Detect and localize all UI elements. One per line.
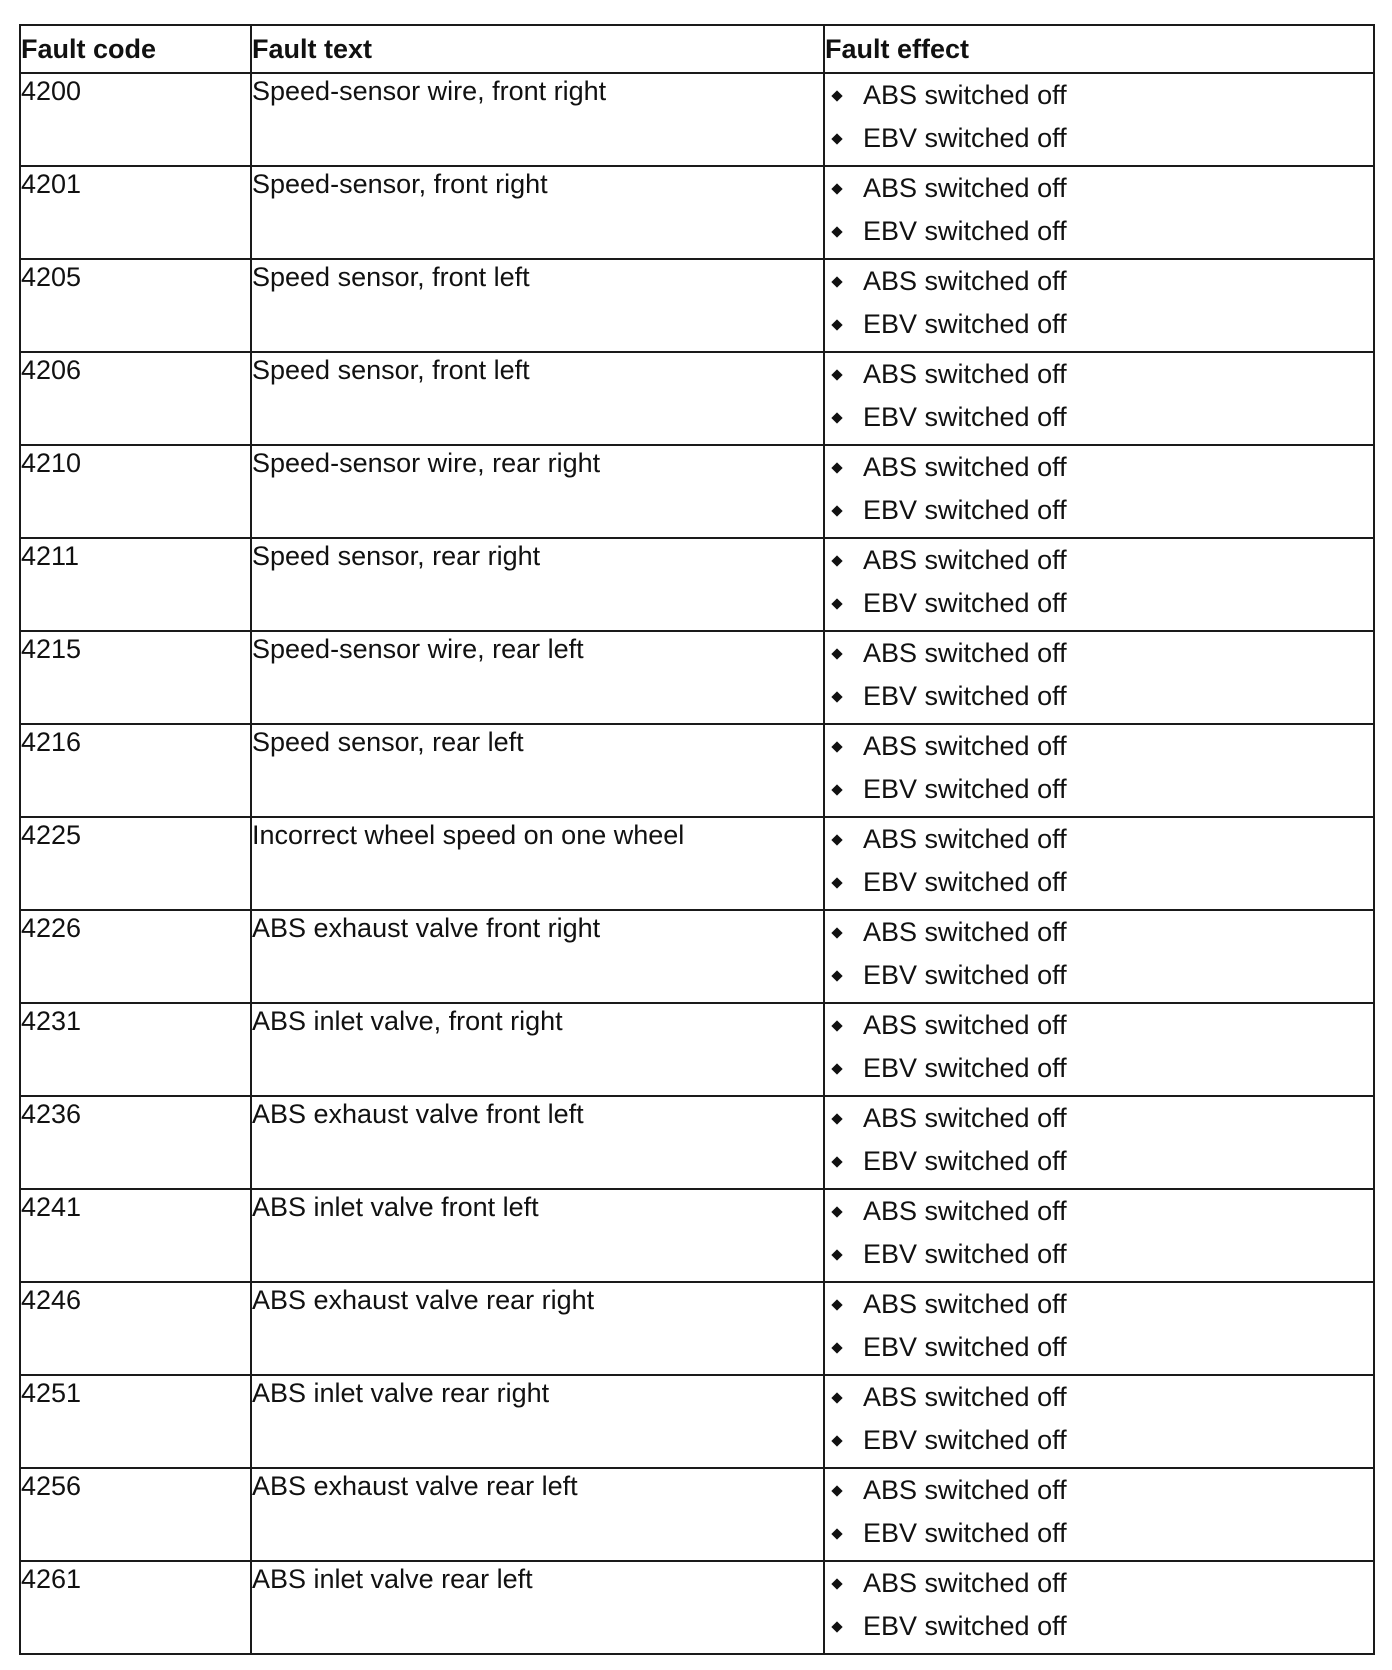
fault-code-cell: 4251 [20, 1375, 251, 1468]
diamond-bullet-icon [831, 598, 842, 609]
table-row [20, 1375, 1374, 1468]
header-fault-code: Fault code [20, 25, 251, 73]
fault-text-cell: ABS exhaust valve front right [251, 910, 824, 1003]
diamond-bullet-icon [831, 90, 842, 101]
fault-effect-list [825, 1376, 1373, 1462]
fault-effect-item [825, 353, 1373, 396]
fault-effect-label: EBV switched off [863, 1239, 1067, 1269]
fault-code-cell: 4261 [20, 1561, 251, 1654]
fault-effect-item [825, 210, 1373, 253]
fault-effect-label: ABS switched off [863, 1289, 1067, 1319]
fault-effect-list [825, 818, 1373, 904]
table-row [20, 724, 1374, 817]
fault-effect-list [825, 1097, 1373, 1183]
fault-text-cell: ABS inlet valve rear left [251, 1561, 824, 1654]
fault-text-cell: Speed-sensor, front right [251, 166, 824, 259]
fault-effect-label: ABS switched off [863, 1010, 1067, 1040]
diamond-bullet-icon [831, 505, 842, 516]
fault-effect-cell [824, 724, 1374, 817]
fault-effect-item [825, 539, 1373, 582]
fault-text-cell: ABS inlet valve front left [251, 1189, 824, 1282]
table-row [20, 259, 1374, 352]
fault-text-cell: Speed sensor, rear left [251, 724, 824, 817]
fault-effect-list [825, 632, 1373, 718]
fault-code-cell: 4225 [20, 817, 251, 910]
fault-text-cell: Speed sensor, front left [251, 259, 824, 352]
fault-effect-cell [824, 259, 1374, 352]
table-body [20, 73, 1374, 1654]
fault-effect-label: EBV switched off [863, 495, 1067, 525]
fault-effect-label: EBV switched off [863, 123, 1067, 153]
table-row [20, 910, 1374, 1003]
fault-effect-cell [824, 1561, 1374, 1654]
fault-effect-label: ABS switched off [863, 638, 1067, 668]
table-row [20, 1003, 1374, 1096]
fault-effect-label: ABS switched off [863, 1103, 1067, 1133]
fault-effect-cell [824, 1003, 1374, 1096]
fault-effect-label: EBV switched off [863, 588, 1067, 618]
fault-effect-list [825, 911, 1373, 997]
fault-effect-item [825, 489, 1373, 532]
fault-effect-label: ABS switched off [863, 80, 1067, 110]
fault-effect-cell [824, 166, 1374, 259]
fault-effect-item [825, 861, 1373, 904]
fault-effect-list [825, 74, 1373, 160]
diamond-bullet-icon [831, 1578, 842, 1589]
diamond-bullet-icon [831, 1528, 842, 1539]
header-fault-text: Fault text [251, 25, 824, 73]
diamond-bullet-icon [831, 741, 842, 752]
fault-effect-list [825, 1562, 1373, 1648]
fault-effect-item [825, 1376, 1373, 1419]
fault-effect-label: ABS switched off [863, 173, 1067, 203]
fault-effect-list [825, 1004, 1373, 1090]
fault-effect-cell [824, 1468, 1374, 1561]
fault-effect-label: EBV switched off [863, 216, 1067, 246]
diamond-bullet-icon [831, 555, 842, 566]
fault-effect-list [825, 446, 1373, 532]
fault-code-cell: 4256 [20, 1468, 251, 1561]
fault-effect-cell [824, 910, 1374, 1003]
fault-effect-item [825, 1004, 1373, 1047]
diamond-bullet-icon [831, 1435, 842, 1446]
fault-effect-item [825, 911, 1373, 954]
fault-effect-cell [824, 73, 1374, 166]
fault-effect-list [825, 260, 1373, 346]
fault-effect-item [825, 1562, 1373, 1605]
diamond-bullet-icon [831, 369, 842, 380]
fault-code-cell: 4210 [20, 445, 251, 538]
fault-table [19, 24, 1375, 1655]
fault-effect-cell [824, 1375, 1374, 1468]
fault-effect-label: ABS switched off [863, 266, 1067, 296]
diamond-bullet-icon [831, 1342, 842, 1353]
fault-text-cell: ABS exhaust valve rear left [251, 1468, 824, 1561]
fault-text-cell: ABS exhaust valve rear right [251, 1282, 824, 1375]
fault-effect-item [825, 396, 1373, 439]
diamond-bullet-icon [831, 226, 842, 237]
fault-code-cell: 4236 [20, 1096, 251, 1189]
fault-effect-label: ABS switched off [863, 1382, 1067, 1412]
fault-text-cell: ABS inlet valve, front right [251, 1003, 824, 1096]
fault-effect-label: EBV switched off [863, 1332, 1067, 1362]
diamond-bullet-icon [831, 1392, 842, 1403]
diamond-bullet-icon [831, 648, 842, 659]
fault-effect-label: EBV switched off [863, 1053, 1067, 1083]
fault-effect-cell [824, 1189, 1374, 1282]
fault-effect-item [825, 768, 1373, 811]
table-row [20, 73, 1374, 166]
fault-effect-cell [824, 1096, 1374, 1189]
fault-effect-label: ABS switched off [863, 731, 1067, 761]
fault-effect-label: ABS switched off [863, 359, 1067, 389]
fault-effect-cell [824, 631, 1374, 724]
diamond-bullet-icon [831, 877, 842, 888]
fault-text-cell: Speed sensor, front left [251, 352, 824, 445]
diamond-bullet-icon [831, 970, 842, 981]
diamond-bullet-icon [831, 927, 842, 938]
fault-effect-label: EBV switched off [863, 309, 1067, 339]
fault-effect-label: ABS switched off [863, 1196, 1067, 1226]
fault-effect-cell [824, 538, 1374, 631]
fault-effect-item [825, 1605, 1373, 1648]
fault-text-cell: Speed sensor, rear right [251, 538, 824, 631]
fault-text-cell: Speed-sensor wire, rear right [251, 445, 824, 538]
fault-effect-item [825, 74, 1373, 117]
fault-effect-label: EBV switched off [863, 1611, 1067, 1641]
fault-effect-item [825, 725, 1373, 768]
fault-effect-item [825, 954, 1373, 997]
table-row [20, 817, 1374, 910]
fault-code-cell: 4246 [20, 1282, 251, 1375]
fault-effect-label: ABS switched off [863, 824, 1067, 854]
fault-effect-item [825, 1512, 1373, 1555]
fault-effect-label: ABS switched off [863, 1568, 1067, 1598]
fault-code-cell: 4231 [20, 1003, 251, 1096]
table-row [20, 166, 1374, 259]
fault-text-cell: Incorrect wheel speed on one wheel [251, 817, 824, 910]
fault-effect-item [825, 582, 1373, 625]
fault-effect-item [825, 1233, 1373, 1276]
table-row [20, 1189, 1374, 1282]
header-fault-effect: Fault effect [824, 25, 1374, 73]
diamond-bullet-icon [831, 834, 842, 845]
fault-code-cell: 4226 [20, 910, 251, 1003]
fault-effect-list [825, 539, 1373, 625]
fault-text-cell: Speed-sensor wire, rear left [251, 631, 824, 724]
fault-effect-list [825, 353, 1373, 439]
fault-effect-label: EBV switched off [863, 1425, 1067, 1455]
fault-effect-label: ABS switched off [863, 917, 1067, 947]
diamond-bullet-icon [831, 691, 842, 702]
fault-effect-list [825, 1283, 1373, 1369]
fault-code-cell: 4201 [20, 166, 251, 259]
fault-effect-label: ABS switched off [863, 1475, 1067, 1505]
diamond-bullet-icon [831, 1299, 842, 1310]
fault-effect-label: EBV switched off [863, 402, 1067, 432]
diamond-bullet-icon [831, 276, 842, 287]
fault-effect-list [825, 725, 1373, 811]
fault-effect-label: ABS switched off [863, 452, 1067, 482]
table-row [20, 445, 1374, 538]
table-row [20, 538, 1374, 631]
table-row [20, 1468, 1374, 1561]
fault-code-cell: 4211 [20, 538, 251, 631]
fault-text-cell: Speed-sensor wire, front right [251, 73, 824, 166]
fault-code-cell: 4206 [20, 352, 251, 445]
fault-effect-item [825, 303, 1373, 346]
fault-effect-item [825, 117, 1373, 160]
diamond-bullet-icon [831, 133, 842, 144]
fault-effect-cell [824, 445, 1374, 538]
fault-effect-list [825, 1469, 1373, 1555]
fault-effect-item [825, 1419, 1373, 1462]
fault-effect-item [825, 818, 1373, 861]
fault-effect-list [825, 1190, 1373, 1276]
table-row [20, 1096, 1374, 1189]
fault-code-cell: 4205 [20, 259, 251, 352]
diamond-bullet-icon [831, 1063, 842, 1074]
diamond-bullet-icon [831, 1485, 842, 1496]
fault-effect-item [825, 446, 1373, 489]
fault-effect-item [825, 1469, 1373, 1512]
fault-effect-cell [824, 817, 1374, 910]
table-row [20, 631, 1374, 724]
fault-effect-list [825, 167, 1373, 253]
fault-effect-label: EBV switched off [863, 1146, 1067, 1176]
fault-code-cell: 4200 [20, 73, 251, 166]
fault-effect-item [825, 632, 1373, 675]
diamond-bullet-icon [831, 412, 842, 423]
fault-effect-item [825, 1047, 1373, 1090]
diamond-bullet-icon [831, 1621, 842, 1632]
fault-effect-item [825, 260, 1373, 303]
fault-effect-label: EBV switched off [863, 774, 1067, 804]
diamond-bullet-icon [831, 1156, 842, 1167]
fault-code-cell: 4216 [20, 724, 251, 817]
fault-effect-label: EBV switched off [863, 867, 1067, 897]
fault-effect-label: ABS switched off [863, 545, 1067, 575]
table-row [20, 1282, 1374, 1375]
fault-effect-item [825, 675, 1373, 718]
diamond-bullet-icon [831, 1249, 842, 1260]
table-header-row [20, 25, 1374, 73]
fault-effect-cell [824, 1282, 1374, 1375]
fault-effect-label: EBV switched off [863, 1518, 1067, 1548]
fault-effect-cell [824, 352, 1374, 445]
fault-effect-item [825, 1190, 1373, 1233]
diamond-bullet-icon [831, 183, 842, 194]
table-row [20, 1561, 1374, 1654]
fault-effect-label: EBV switched off [863, 681, 1067, 711]
fault-effect-item [825, 1097, 1373, 1140]
fault-code-cell: 4215 [20, 631, 251, 724]
table-row [20, 352, 1374, 445]
fault-effect-label: EBV switched off [863, 960, 1067, 990]
diamond-bullet-icon [831, 319, 842, 330]
fault-text-cell: ABS exhaust valve front left [251, 1096, 824, 1189]
fault-effect-item [825, 1326, 1373, 1369]
fault-text-cell: ABS inlet valve rear right [251, 1375, 824, 1468]
fault-effect-item [825, 1283, 1373, 1326]
diamond-bullet-icon [831, 462, 842, 473]
diamond-bullet-icon [831, 784, 842, 795]
fault-effect-item [825, 167, 1373, 210]
diamond-bullet-icon [831, 1020, 842, 1031]
diamond-bullet-icon [831, 1206, 842, 1217]
fault-effect-item [825, 1140, 1373, 1183]
diamond-bullet-icon [831, 1113, 842, 1124]
fault-code-cell: 4241 [20, 1189, 251, 1282]
